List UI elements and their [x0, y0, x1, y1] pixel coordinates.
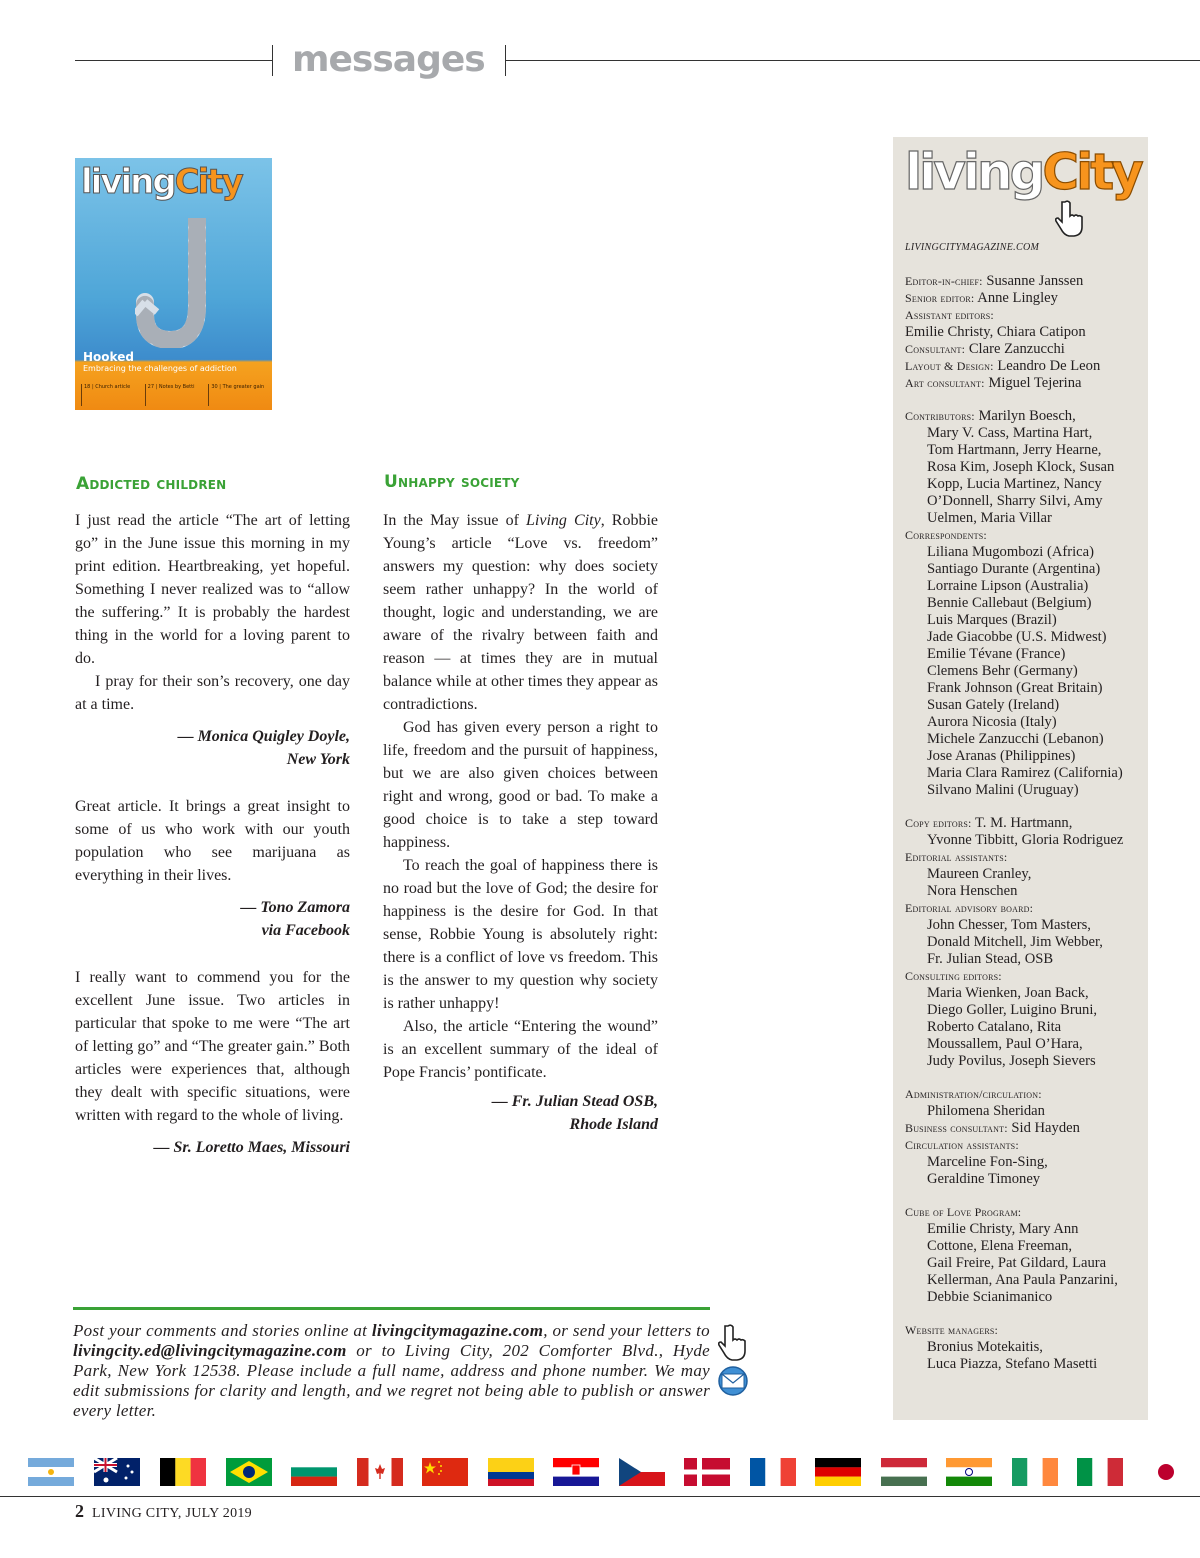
staff-entry: Luis Marques (Brazil) [927, 612, 1057, 628]
italy-flag [1077, 1458, 1123, 1486]
email-link[interactable]: livingcity.ed@livingcitymagazine.com [73, 1341, 347, 1360]
germany-flag [815, 1458, 861, 1486]
staff-entry: Cottone, Elena Freeman, [927, 1238, 1073, 1254]
staff-entry: Assistant editors: [905, 308, 994, 322]
letter-paragraph: Great article. It brings a great insight to some of us who work with our youth population who see marijuana as everything in their lives. [75, 798, 350, 884]
staff-entry: Tom Hartmann, Jerry Hearne, [927, 442, 1102, 458]
hungary-flag [881, 1458, 927, 1486]
staff-entry: Editorial assistants: [905, 850, 1008, 864]
belgium-flag [160, 1458, 206, 1486]
article-unhappy-society [383, 509, 658, 1160]
staff-entry: Jose Aranas (Philippines) [927, 748, 1076, 764]
staff-entry: Marceline Fon-Sing, [927, 1154, 1048, 1170]
letter-paragraph: Also, the article “Entering the wound” is an excellent summary of the ideal of Pope Francis’ pontificate. [383, 1018, 658, 1081]
staff-entry: Maria Clara Ramirez (California) [927, 765, 1123, 781]
staff-entry: Uelmen, Maria Villar [927, 510, 1052, 526]
staff-entry: Jade Giacobbe (U.S. Midwest) [927, 629, 1107, 645]
staff-entry: Rosa Kim, Joseph Klock, Susan [927, 459, 1115, 475]
denmark-flag [684, 1458, 730, 1486]
france-flag [750, 1458, 796, 1486]
cover-contents-strip [81, 384, 268, 406]
staff-entry: Roberto Catalano, Rita [927, 1019, 1062, 1035]
staff-entry: Diego Goller, Luigino Bruni, [927, 1002, 1098, 1018]
staff-entry: Moussallem, Paul O’Hara, [927, 1036, 1083, 1052]
living-city-logo: livingCity [905, 143, 1141, 201]
staff-entry: Contributors: Marilyn Boesch, [905, 408, 1076, 424]
argentina-flag [28, 1458, 74, 1486]
page-number: 2 [75, 1501, 84, 1521]
canada-flag [357, 1458, 403, 1486]
masthead-sidebar [893, 137, 1148, 1420]
staff-entry: O’Donnell, Sharry Silvi, Amy [927, 493, 1103, 509]
staff-entry: Susan Gately (Ireland) [927, 697, 1060, 713]
page-footer [75, 1501, 252, 1522]
staff-entry: Editor-in-chief: Susanne Janssen [905, 273, 1084, 289]
staff-entry: Website managers: [905, 1323, 999, 1337]
pointing-hand-icon [1055, 199, 1087, 239]
staff-entry: Yvonne Tibbitt, Gloria Rodriguez [927, 832, 1124, 848]
cover-strip-item: 30 | The greater gain [208, 384, 268, 406]
staff-entry: Clemens Behr (Germany) [927, 663, 1078, 679]
czech-flag [619, 1458, 665, 1486]
staff-entry: Emilie Christy, Mary Ann [927, 1221, 1079, 1237]
letter-paragraph: I really want to commend you for the excellent June issue. Two articles in particular that spoke to me were “The art of letting go” and “The greater gain.” Both articles were experiences that, although they dealt with specific situations, were written with regard to the whole of living. [75, 969, 350, 1124]
staff-entry: Senior editor: Anne Lingley [905, 290, 1058, 306]
cover-headline: Hooked Embracing the challenges of addiction [83, 350, 237, 373]
issue-label: LIVING CITY, JULY 2019 [92, 1506, 252, 1521]
letter-paragraph: God has given every person a right to life, freedom and the pursuit of happiness, but we are also given choices between right and wrong, good or bad. To make a good choice is to take a step toward happiness. [383, 719, 658, 851]
staff-entry: Mary V. Cass, Martina Hart, [927, 425, 1093, 441]
green-divider [73, 1307, 710, 1310]
staff-entry: Judy Povilus, Joseph Sievers [927, 1053, 1096, 1069]
heading-unhappy-society: Unhappy society [384, 472, 520, 492]
ireland-flag [1012, 1458, 1058, 1486]
staff-entry: Kopp, Lucia Martinez, Nancy [927, 476, 1102, 492]
staff-entry: Michele Zanzucchi (Lebanon) [927, 731, 1104, 747]
footer-rule [0, 1496, 1200, 1497]
staff-entry: Liliana Mugombozi (Africa) [927, 544, 1094, 560]
staff-entry: Maureen Cranley, [927, 866, 1032, 882]
website-link[interactable]: livingcitymagazine.com [371, 1321, 544, 1340]
letter-paragraph: I pray for their son’s recovery, one day at a time. [75, 673, 350, 713]
staff-entry: Geraldine Timoney [927, 1171, 1041, 1187]
staff-entry: Aurora Nicosia (Italy) [927, 714, 1057, 730]
staff-entry: Bennie Callebaut (Belgium) [927, 595, 1092, 611]
staff-entry: Fr. Julian Stead, OSB [927, 951, 1054, 967]
letter-signature: — Monica Quigley Doyle, New York [177, 728, 350, 768]
staff-list [905, 273, 1145, 1373]
staff-entry: Philomena Sheridan [927, 1103, 1045, 1119]
staff-entry: Emilie Tévane (France) [927, 646, 1066, 662]
india-flag [946, 1458, 992, 1486]
brazil-flag [226, 1458, 272, 1486]
staff-entry: Kellerman, Ana Paula Panzarini, [927, 1272, 1118, 1288]
bulgaria-flag [291, 1458, 337, 1486]
china-flag [422, 1458, 468, 1486]
staff-entry: Donald Mitchell, Jim Webber, [927, 934, 1103, 950]
header-rule-right [505, 60, 1200, 61]
website-url[interactable]: LIVINGCITYMAGAZINE.COM [905, 242, 1040, 253]
staff-entry: Administration/circulation: [905, 1087, 1042, 1101]
letter-signature: — Sr. Loretto Maes, Missouri [153, 1139, 350, 1156]
staff-entry: Emilie Christy, Chiara Catipon [905, 324, 1086, 340]
croatia-flag [553, 1458, 599, 1486]
staff-entry: Business consultant: Sid Hayden [905, 1120, 1080, 1136]
header-tick-left [272, 45, 273, 76]
cover-logo: livingCity [81, 162, 242, 202]
cover-strip-item: 18 | Church article [81, 384, 141, 406]
staff-entry: Lorraine Lipson (Australia) [927, 578, 1089, 594]
staff-entry: Frank Johnson (Great Britain) [927, 680, 1103, 696]
cover-hook-illustration [135, 218, 235, 348]
letter-signature: — Fr. Julian Stead OSB, Rhode Island [491, 1093, 658, 1133]
staff-entry: Consultant: Clare Zanzucchi [905, 341, 1065, 357]
submission-note: Post your comments and stories online at livingcitymagazine.com, or send your letters to livingcity.ed@livingcitymagazine.com or to Living City, 202 Comforter Blvd., Hyde Park, New York 12538. Please include a full name, address and phone number. We may edit submissions for clarity and length, and we regret not being able to publish or answer every letter. [73, 1321, 710, 1420]
staff-entry: John Chesser, Tom Masters, [927, 917, 1091, 933]
australia-flag [94, 1458, 140, 1486]
section-title: messages [292, 39, 485, 80]
mail-icon [716, 1366, 750, 1396]
letter-paragraph: To reach the goal of happiness there is no road but the love of God; the desire for happiness is the desire for God. In that sense, Robbie Young is absolutely right: there is a conflict of love vs freedom. This is the answer to my question why society is rather unhappy! [383, 857, 658, 1012]
cover-strip-item: 27 | Notes by Betti [145, 384, 205, 406]
heading-addicted-children: Addicted children [76, 474, 227, 494]
colombia-flag [488, 1458, 534, 1486]
article-addicted-children [75, 509, 350, 1183]
letter-signature: — Tono Zamora via Facebook [240, 899, 350, 939]
staff-entry: Santiago Durante (Argentina) [927, 561, 1101, 577]
flags-row [28, 1458, 1200, 1488]
header-rule-left [75, 60, 272, 61]
staff-entry: Gail Freire, Pat Gildard, Laura [927, 1255, 1107, 1271]
letter-paragraph: I just read the article “The art of letting go” in the June issue this morning in my print edition. Heartbreaking, yet hopeful. Something I never realized was to “allow the suffering.” It is probably the hardest thing in the world for a loving parent to do. [75, 512, 350, 667]
staff-entry: Layout & Design: Leandro De Leon [905, 358, 1101, 374]
staff-entry: Debbie Scianimanico [927, 1289, 1053, 1305]
japan-flag [1143, 1458, 1189, 1486]
staff-entry: Copy editors: T. M. Hartmann, [905, 815, 1073, 831]
staff-entry: Nora Henschen [927, 883, 1018, 899]
staff-entry: Maria Wienken, Joan Back, [927, 985, 1089, 1001]
staff-entry: Correspondents: [905, 528, 987, 542]
staff-entry: Editorial advisory board: [905, 901, 1034, 915]
staff-entry: Bronius Motekaitis, [927, 1339, 1043, 1355]
pointing-hand-icon [718, 1324, 750, 1362]
letter-paragraph: In the May issue of Living City, Robbie Young’s article “Love vs. freedom” answers my question: why does society seem rather unhappy? In the world of thought, logic and understanding, we are aware of the rivalry between faith and reason — at times they are in mutual balance while at other times they appear as contradictions. [383, 512, 659, 713]
staff-entry: Cube of Love Program: [905, 1205, 1022, 1219]
staff-entry: Consulting editors: [905, 969, 1002, 983]
staff-entry: Luca Piazza, Stefano Masetti [927, 1356, 1098, 1372]
magazine-cover-image [75, 158, 272, 410]
staff-entry: Silvano Malini (Uruguay) [927, 782, 1079, 798]
staff-entry: Art consultant: Miguel Tejerina [905, 375, 1082, 391]
staff-entry: Circulation assistants: [905, 1138, 1019, 1152]
